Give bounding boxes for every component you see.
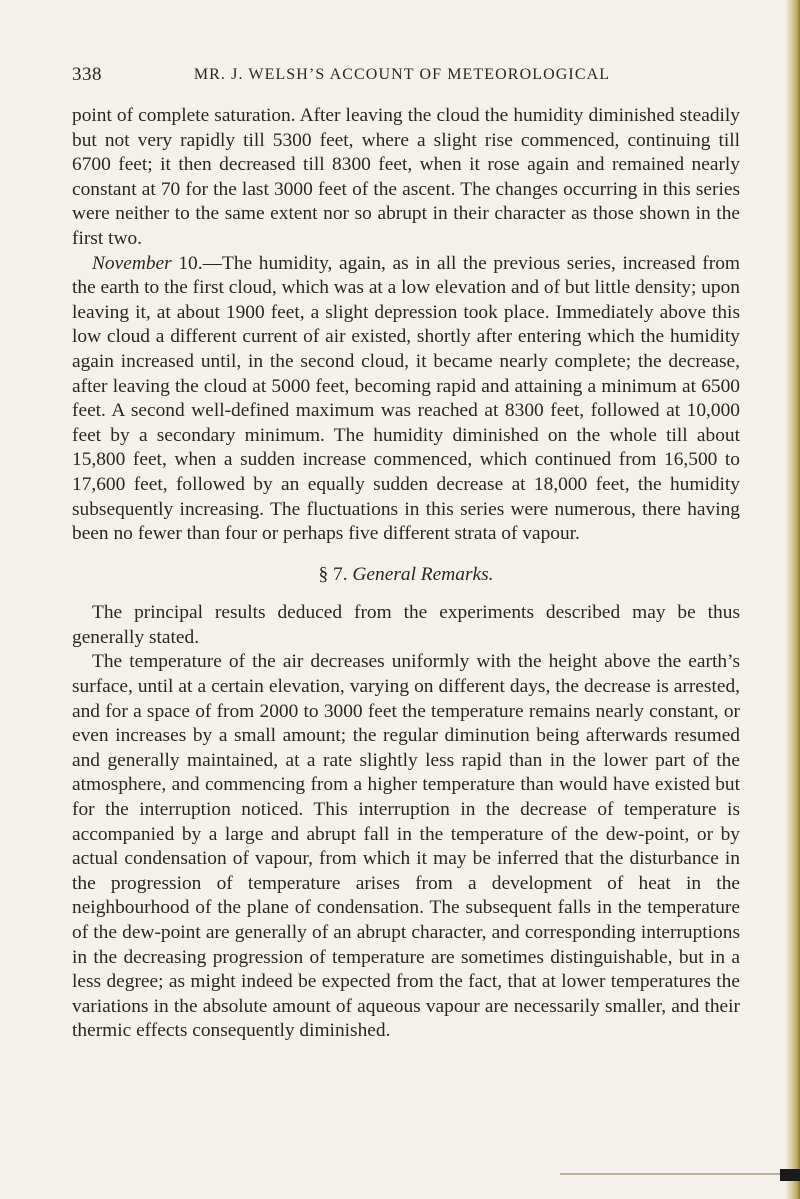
section-heading (72, 563, 740, 588)
body-text (72, 104, 740, 1044)
paragraph-principal-results: The principal results deduced from the experiments described may be thus generally stated. (72, 602, 740, 648)
paragraph-saturation: point of complete saturation. After leaving the cloud the humidity diminished steadily but not very rapidly till 5300 feet, where a slight rise commenced, continuing till 6700 feet; it then decreased till 8300 feet, when it rose again and remained nearly constant at 70 for the last 3000 feet of the ascent. The changes occurring in this series were neither to the same extent nor so abrupt in their character as those shown in the first two. (72, 105, 740, 249)
section-title: General Remarks. (352, 563, 494, 585)
page-edge-decoration (786, 0, 800, 1199)
paragraph-november (72, 252, 740, 547)
running-header (72, 64, 732, 88)
paragraph-temperature: The temperature of the air decreases uniformly with the height above the earth’s surface, until at a certain elevation, varying on different days, the decrease is arrested, and for a space of from 2000 to 3000 feet the temperature remains nearly constant, or even increases by a small amount; the regular diminution being afterwards resumed and generally maintained, at a rate slightly less rapid than in the lower part of the atmosphere, and commencing from a higher temperature than would have existed but for the interruption noticed. This interruption in the decrease of temperature is accompanied by a large and abrupt fall in the temperature of the dew-point, or by actual condensation of vapour, from which it may be inferred that the disturbance in the progression of temperature arises from a development of heat in the neighbourhood of the plane of condensation. The subsequent falls in the temperature of the dew-point are generally of an abrupt character, and corresponding interruptions in the decreasing progression of temperature are sometimes distinguishable, but in a less degree; as might indeed be expected from the fact, that at lower temperatures the variations in the absolute amount of aqueous vapour are necessarily smaller, and their thermic effects consequently diminished. (72, 651, 740, 1042)
section-number: § 7. (318, 563, 348, 585)
edge-mark (780, 1169, 800, 1181)
bottom-rule (560, 1173, 780, 1175)
page-number: 338 (72, 64, 102, 85)
running-title: MR. J. WELSH’S ACCOUNT OF METEOROLOGICAL (193, 66, 611, 83)
date-november: November (92, 252, 172, 274)
paragraph-november-text: 10.—The humidity, again, as in all the previous series, increased from the earth to the first cloud, which was at a low elevation and of but little density; upon leaving it, at about 1900 feet, a slight depression took place. Immediately above this low cloud a different current of air existed, shortly after entering which the humidity again increased until, in the second cloud, it became nearly complete; the decrease, after leaving the cloud at 5000 feet, becoming rapid and attaining a minimum at 6500 feet. A second well-defined maximum was reached at 8300 feet, followed at 10,000 feet by a secondary minimum. The humidity diminished on the whole till about 15,800 feet, when a sudden increase commenced, which continued from 16,500 to 17,600 feet, followed by an equally sudden decrease at 18,000 feet, the humidity subsequently increasing. The fluctuations in this series were numerous, there having been no fewer than four or perhaps five different strata of vapour. (72, 252, 740, 545)
